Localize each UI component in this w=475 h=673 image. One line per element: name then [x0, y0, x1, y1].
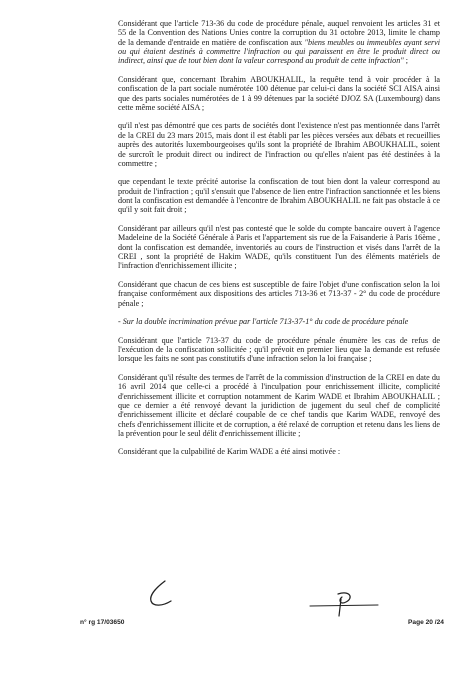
paragraph-confiscation-scope: Considérant que l'article 713-36 du code de procédure pénale, auquel renvoient les articles 31 et 55 de la Convention des Nations Unies contre la corruption du 31 octobre 2013, limite le champ de la demande d'entraide en matière de confiscation aux "biens meubles ou immeubles ayant servi ou qui étaient destinés à commettre l'infraction ou qui paraissent en être le produit direct ou indirect, ainsi que de tout bien dont la valeur correspond au produit de cette infraction" ; — [118, 19, 441, 66]
paragraph-hakim-wade-assets: Considérant par ailleurs qu'il n'est pas contesté que le solde du compte bancaire ouvert à l'agence Madeleine de la Société Générale à Paris et l'appartement sis rue de la Faisanderie à Paris 16ème , dont la confiscation est demandée, inventoriés au cours de l'instruction et visés dans l'arrêt de la CREI , sont la propriété de Hakim WADE, qu'ils constituent l'un des éléments matériels de l'infraction d'enrichissement illicite ; — [118, 223, 440, 271]
paragraph-crei-inculpation: Considérant qu'il résulte des termes de l'arrêt de la commission d'instruction de la CREI en date du 16 avril 2014 que celle-ci a procédé à l'inculpation pour enrichissement illicite, complicité d'enrichissement illicite et corruption notamment de Karim WADE et Ibrahim ABOUKHALIL ; que ce dernier a été renvoyé devant la juridiction de jugement du seul chef de complicité d'enrichissement illicite et déclaré coupable de ce chef tandis que Karim WADE, renvoyé des chefs d'enrichissement illicite et de corruption, a été relaxé de corruption et retenu dans les liens de la prévention pour le seul délit d'enrichissement illicite ; — [118, 372, 440, 438]
page-number: Page 20 /24 — [408, 619, 444, 626]
document-body — [118, 19, 440, 466]
handwritten-signature-right — [308, 590, 382, 618]
handwritten-initials-left — [143, 579, 177, 611]
paragraph-confiscation-eligible: Considérant que chacun de ces biens est susceptible de faire l'objet d'une confiscation selon la loi française conformément aux dispositions des articles 713-36 et 713-37 - 2° du code de procédure pénale ; — [118, 279, 440, 308]
section-heading-double-incrimination: - Sur la double incrimination prévue par l'article 713-37-1° du code de procédure pénale — [118, 317, 409, 327]
paragraph-refusal-cases: Considérant que l'article 713-37 du code de procédure pénale énumère les cas de refus de l'exécution de la confiscation sollicitée ; qu'il prévoit en premier lieu que la demande est refusée lorsque les faits ne sont pas constitutifs d'une infraction selon la loi française ; — [118, 335, 440, 364]
paragraph-aboukhalil-request: Considérant que, concernant Ibrahim ABOUKHALIL, la requête tend à voir procéder à la confiscation de la part sociale numérotée 100 détenue par celui-ci dans la société SCI AISA ainsi que des parts sociales numérotées de 1 à 99 détenues par la société DJOZ SA (Luxembourg) dans cette même société AISA ; — [118, 74, 440, 112]
paragraph-value-equivalent: que cependant le texte précité autorise la confiscation de tout bien dont la valeur correspond au produit de l'infraction ; qu'il s'ensuit que l'absence de lien entre l'infraction sanctionnée et les biens dont la confiscation est demandée à l'encontre de Ibrahim ABOUKHALIL ne fait pas obstacle à ce qu'il y soit fait droit ; — [118, 177, 440, 215]
paragraph-shares-not-proven: qu'il n'est pas démontré que ces parts de sociétés dont l'existence n'est pas mentionnée dans l'arrêt de la CREI du 23 mars 2015, mais dont il est établi par les pièces versées aux débats et recueillies auprès des autorités luxembourgeoises qu'ils sont la propriété de Ibrahim ABOUKHALIL, soient de surcroît le produit direct ou indirect de l'infraction ou qu'elles n'aient pas été destinées à la commettre ; — [118, 121, 440, 168]
case-reference-number: n° rg 17/03650 — [80, 619, 125, 626]
paragraph-guilt-motivation: Considérant que la culpabilité de Karim WADE a été ainsi motivée : — [118, 447, 341, 457]
